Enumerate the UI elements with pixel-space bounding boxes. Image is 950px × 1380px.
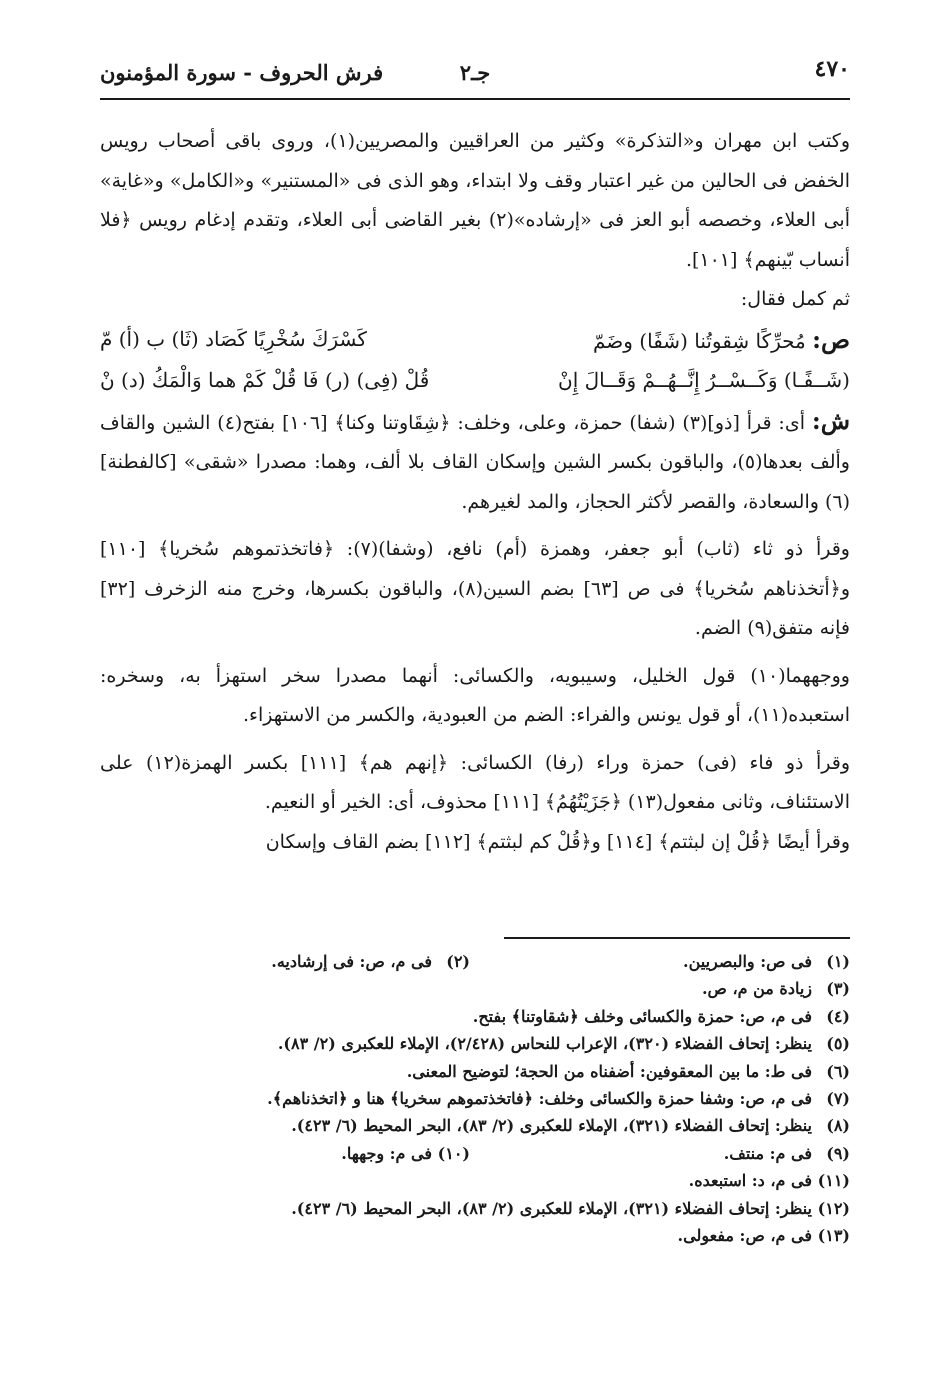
main-text: [100, 122, 850, 862]
footnote-row: [100, 1030, 850, 1057]
footnote-text: فى م، ص: وشفا حمزة والكسائى وخلف: ﴿فاتخذتموهم سخريا﴾ هنا و ﴿اتخذناهم﴾.: [267, 1088, 812, 1108]
paragraph: ثم كمل فقال:: [740, 288, 850, 310]
footnote: [271, 948, 470, 975]
footnote: [473, 1003, 850, 1030]
page-header: [100, 56, 850, 100]
footnote: [470, 948, 850, 975]
footnote-text: فى م، د: استبعده.: [688, 1171, 812, 1191]
footnote-number: (٢): [446, 952, 470, 971]
paragraph: ووجههما(١٠) قول الخليل، وسيبويه، والكسائى: أنهما مصدرا سخر استهزأ به، وسخره: استعبده(١١)، أو قول يونس والفراء: الضم من العبودية، والكسر من الاستهزاء.: [100, 664, 850, 726]
footnote-text: زيادة من م، ص.: [701, 979, 812, 999]
footnote-row: [100, 948, 850, 975]
paragraph: وقرأ ذو ثاء (ثاب) أبو جعفر، وهمزة (أم) نافع، (وشفا)(٧): ﴿فاتخذتموهم سُخريا﴾ [١١٠] و﴿أتخذناهم سُخريا﴾ فى ص [٦٣] بضم السين(٨)، والباقون بكسرها، وخرج منه الزخرف [٣٢] فإنه متفق(٩) الضم.: [100, 538, 850, 639]
paragraph: وقرأ ذو فاء (فى) حمزة وراء (رفا) الكسائى: ﴿إنهم هم﴾ [١١١] بكسر الهمزة(١٢) على الاستئناف، وثانى مفعول(١٣) ﴿جَزَيْتُهُمُ﴾ [١١١] محذوف، أى: الخير أو النعيم.: [100, 751, 850, 813]
commentary-label: ش:: [811, 405, 851, 435]
poem-line-1: [100, 320, 850, 362]
footnote: [291, 1112, 850, 1139]
footnote-row: [100, 1167, 850, 1194]
footnote-row: [100, 1112, 850, 1139]
footnote-number: (١٢): [817, 1198, 850, 1218]
footnote: [678, 1222, 850, 1249]
running-title: فرش الحروف - سورة المؤمنون: [100, 60, 384, 85]
footnote-text: ينظر: إتحاف الفضلاء (٣٢١)، الإملاء للعكبرى (٢/ ٨٣)، البحر المحيط (٦/ ٤٢٣).: [291, 1116, 812, 1136]
paragraph: وكتب ابن مهران و«التذكرة» وكثير من العراقيين والمصريين(١)، وروى باقى أصحاب رويس الخفض فى الحالين من غير اعتبار وقف ولا ابتداء، وهو الذى فى «المستنير» و«الكامل» و«غاية» أبى العلاء، وخصصه أبو العز فى «إرشاده»(٢) بغير القاضى أبى العلاء، وتقدم إدغام رويس ﴿فلا أنساب بّينهم﴾ [١٠١].: [100, 130, 851, 271]
footnote-row: [100, 1222, 850, 1249]
paragraph: وقرأ أيضًا ﴿قُلْ إن لبثتم﴾ [١١٤] و﴿قُلْ كم لبثتم﴾ [١١٢] بضم القاف وإسكان: [265, 830, 850, 853]
footnotes: [100, 948, 850, 1249]
footnote: [291, 1195, 850, 1222]
footnote-number: (٣): [826, 979, 850, 999]
footnote-text: فى م، ص: حمزة والكسائى وخلف ﴿شقاوتنا﴾ بفتح.: [472, 1006, 812, 1026]
footnote: [278, 1030, 850, 1057]
volume-label: جـ٢: [459, 60, 491, 85]
poem-hemistich: قُلْ (فِى) (ر) فَا قُلْ كَمْ هما وَالْمَكُ (د) نْ: [100, 368, 430, 392]
footnote-row: [100, 975, 850, 1002]
footnote-number: (٦): [826, 1061, 850, 1081]
verse-label: ص:: [812, 324, 850, 354]
footnote-row: [100, 1140, 850, 1167]
footnote-text: ينظر: إتحاف الفضلاء (٣٢٠)، الإعراب للنحاس (٢/٤٢٨)، الإملاء للعكبرى (٢/ ٨٣).: [277, 1034, 812, 1054]
footnote-number: (٨): [826, 1116, 850, 1136]
footnote-row: [100, 1058, 850, 1085]
footnote: [341, 1140, 470, 1167]
page-number: ٤٧٠: [814, 56, 850, 82]
footnote-number: (٩): [826, 1143, 850, 1163]
header-rule: [100, 98, 850, 100]
footnote: [689, 1167, 850, 1194]
poem-line-2: [100, 361, 850, 401]
poem-hemistich: كَسْرَكَ سُخْرِيًا كَصَاد (ثَا) ب (أ) مّ: [100, 326, 367, 351]
footnote: [267, 1085, 850, 1112]
paragraph-text: أى: قرأ [ذو](٣) (شفا) حمزة، وعلى، وخلف: ﴿شِقَاوتنا وكنا﴾ [١٠٦] بفتح(٤) الشين والقاف وألف بعدها(٥)، والباقون بكسر الشين وإسكان القاف بلا ألف، وهما: مصدرا «شقى» [كالفطنة](٦) والسعادة، والقصر لأكثر الحجاز، والمد لغيرهم.: [100, 411, 850, 513]
footnote-text: فى م: منتف.: [723, 1143, 812, 1163]
footnote: [407, 1058, 850, 1085]
footnote-number: (١١): [817, 1171, 850, 1191]
footnote-text: فى م، ص: مفعولى.: [677, 1225, 812, 1245]
footnote-number: (٥): [826, 1034, 850, 1054]
footnote-text: فى ص: والبصريين.: [683, 952, 812, 971]
footnote-row: [100, 1003, 850, 1030]
footnote-row: [100, 1085, 850, 1112]
footnote-number: (٤): [826, 1006, 850, 1026]
footnote: [702, 975, 850, 1002]
footnote: [470, 1140, 850, 1167]
footnote-number: (١٠): [437, 1143, 470, 1163]
footnote-row: [100, 1195, 850, 1222]
footnote-number: (٧): [826, 1088, 850, 1108]
footnote-number: (١): [826, 952, 850, 971]
poem-hemistich: مُحرِّكًا شِقوتُنا (شَفًا) وضَمّ: [592, 328, 806, 353]
footnote-text: فى م، ص: فى إرشاديه.: [271, 952, 432, 971]
footnote-number: (١٣): [817, 1225, 850, 1245]
footnote-text: فى م: وجهها.: [341, 1143, 432, 1163]
poem-hemistich: (شَــفًـا) وَكَــسْــرُ إِنَّــهُــمْ وَقَــالَ إِنْ: [558, 368, 850, 392]
footnote-text: فى ط: ما بين المعقوفين: أضفناه من الحجة؛ لتوضيح المعنى.: [406, 1061, 812, 1081]
commentary-paragraph: [100, 401, 850, 523]
footnote-text: ينظر: إتحاف الفضلاء (٣٢١)، الإملاء للعكبرى (٢/ ٨٣)، البحر المحيط (٦/ ٤٢٣).: [291, 1198, 812, 1218]
footnote-separator: [504, 937, 850, 939]
